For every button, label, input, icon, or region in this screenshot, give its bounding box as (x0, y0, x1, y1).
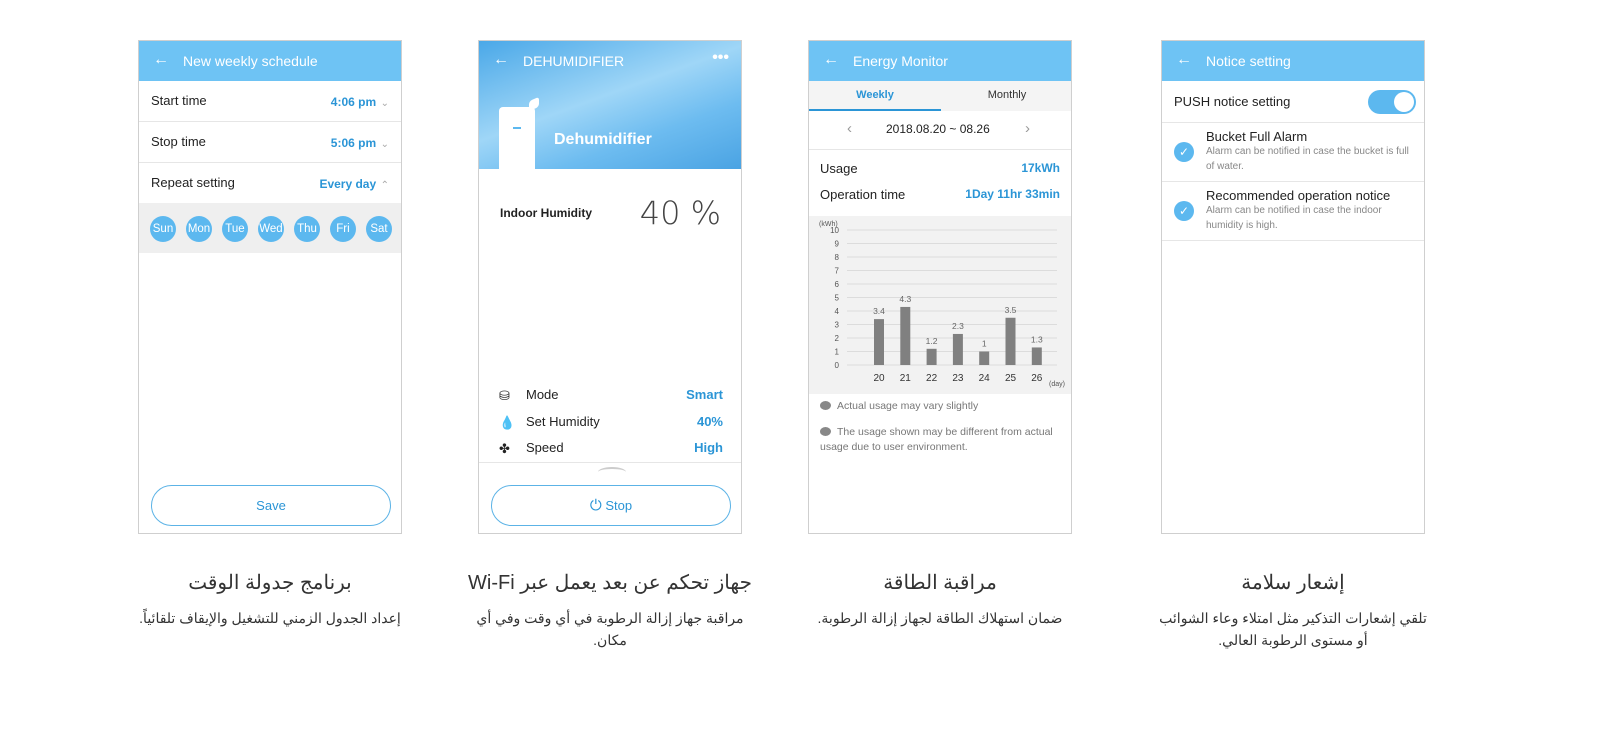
notice-title: Recommended operation notice (1206, 188, 1391, 203)
expand-handle-icon[interactable] (598, 467, 626, 477)
caption-notice (1113, 570, 1473, 651)
divider (479, 462, 741, 463)
caption-desc: تلقي إشعارات التذكير مثل امتلاء وعاء الشوائب أو مستوى الرطوبة العالي. (1159, 610, 1427, 648)
data-label: 1.2 (925, 335, 938, 346)
header (809, 41, 1071, 81)
x-tick-label: 22 (926, 373, 938, 384)
setting-value: 40% (696, 414, 723, 429)
usage-value: 17kWh (1021, 161, 1060, 175)
push-toggle[interactable] (1368, 90, 1416, 114)
y-tick-label: 1 (834, 347, 839, 357)
operation-time-value: 1Day 11hr 33min (965, 187, 1060, 201)
schedule-screen (138, 40, 402, 534)
usage-bar-chart (809, 216, 1071, 394)
note-text: Actual usage may vary slightly (837, 400, 979, 412)
day-tue[interactable]: Tue (222, 216, 248, 242)
header (1162, 41, 1424, 81)
caption-title: برنامج جدولة الوقت (188, 572, 352, 594)
divider (139, 121, 401, 122)
chevron-down-icon: ⌄ (380, 139, 389, 150)
x-tick-label: 26 (1031, 373, 1043, 384)
checkbox-checked-icon[interactable]: ✓ (1174, 142, 1194, 162)
screen-title: Energy Monitor (853, 53, 948, 69)
data-label: 1 (981, 338, 987, 349)
y-tick-label: 2 (834, 334, 839, 343)
bar (1006, 318, 1016, 365)
day-wed[interactable]: Wed (258, 216, 284, 242)
caption-desc: إعداد الجدول الزمني للتشغيل والإيقاف تلقائياً. (139, 610, 401, 626)
day-sat[interactable]: Sat (366, 216, 392, 242)
bar (927, 349, 937, 365)
data-label: 3.4 (873, 306, 885, 317)
x-tick-label: 21 (899, 373, 911, 384)
notice-desc: Alarm can be notified in case the indoor humidity is high. (1206, 205, 1382, 231)
caption-schedule (90, 570, 450, 629)
notice-item (1206, 188, 1416, 233)
divider (139, 162, 401, 163)
day-sun[interactable]: Sun (150, 216, 176, 242)
humidity-value: 40 % (639, 194, 721, 232)
y-axis-label: (kWh) (819, 221, 838, 228)
save-button[interactable]: Save (151, 485, 391, 526)
setting-label: Set Humidity (526, 414, 600, 429)
repeat-select[interactable] (319, 175, 389, 193)
back-arrow-icon[interactable]: ← (153, 51, 169, 68)
stop-time-select[interactable] (331, 134, 389, 152)
chevron-down-icon: ⌄ (380, 98, 389, 109)
chat-bubble-icon (820, 427, 831, 436)
back-arrow-icon[interactable]: ← (1176, 51, 1192, 68)
bar (953, 334, 963, 365)
caption-energy (760, 570, 1120, 629)
day-thu[interactable]: Thu (294, 216, 320, 242)
more-icon[interactable]: ••• (712, 49, 729, 66)
caption-title: إشعار سلامة (1241, 572, 1345, 594)
dehumidifier-device-icon (499, 107, 535, 169)
divider (1162, 122, 1424, 123)
bar (979, 352, 989, 366)
prev-week-button[interactable]: ‹ (847, 120, 852, 137)
screen-title: Notice setting (1206, 53, 1291, 69)
humidity-label: Indoor Humidity (500, 206, 592, 220)
x-tick-label: 23 (952, 373, 964, 384)
stop-label: Stop (605, 498, 633, 513)
device-name: Dehumidifier (554, 131, 652, 148)
setting-value: Smart (686, 387, 723, 402)
start-time-label: Start time (151, 93, 207, 108)
caption-desc: ضمان استهلاك الطاقة لجهاز إزالة الرطوبة. (817, 610, 1063, 626)
stop-button[interactable] (491, 485, 731, 526)
note-2 (820, 425, 1064, 455)
tab-weekly[interactable]: Weekly (809, 81, 941, 111)
setting-label: Mode (526, 387, 559, 402)
bar (1032, 347, 1042, 365)
data-label: 1.3 (1030, 334, 1043, 345)
y-tick-label: 4 (834, 307, 839, 316)
power-icon: ⏻ (589, 497, 602, 514)
x-tick-label: 25 (1004, 373, 1017, 384)
setting-row-speed[interactable] (499, 440, 723, 458)
start-time-value: 4:06 pm (330, 95, 377, 109)
caption-title: جهاز تحكم عن بعد يعمل عبر Wi-Fi (468, 572, 752, 594)
divider (1162, 240, 1424, 241)
screen-title: DEHUMIDIFIER (523, 53, 625, 69)
energy-screen (808, 40, 1072, 534)
fan-icon: ✤ (499, 441, 510, 456)
note-text: The usage shown may be different from actual usage due to user environment. (820, 426, 1053, 453)
y-tick-label: 0 (834, 361, 839, 370)
divider (809, 149, 1071, 150)
setting-value: High (694, 440, 723, 455)
divider (1162, 181, 1424, 182)
data-label: 4.3 (899, 293, 912, 304)
date-range: 2018.08.20 ~ 08.26 (886, 122, 990, 136)
data-label: 2.3 (951, 320, 964, 331)
notice-item (1206, 129, 1416, 174)
caption-desc: مراقبة جهاز إزالة الرطوبة في أي وقت وفي أي مكان. (476, 610, 744, 648)
chat-bubble-icon (820, 401, 831, 410)
day-fri[interactable]: Fri (330, 216, 356, 242)
bar (900, 307, 910, 365)
push-label: PUSH notice setting (1174, 94, 1291, 109)
repeat-value: Every day (319, 177, 377, 191)
y-tick-label: 8 (834, 253, 839, 262)
mode-icon: ⛁ (499, 388, 510, 403)
caption-remote (430, 570, 790, 651)
data-label: 3.5 (1004, 304, 1017, 315)
y-tick-label: 7 (834, 266, 839, 276)
dehumidifier-screen (478, 40, 742, 534)
start-time-select[interactable] (331, 93, 389, 111)
x-tick-label: 20 (873, 373, 885, 384)
tab-monthly[interactable]: Monthly (987, 89, 1027, 101)
chart-background (809, 216, 1071, 394)
chevron-up-icon: ⌃ (380, 180, 389, 191)
bar (874, 319, 884, 365)
setting-row-mode[interactable] (499, 387, 723, 405)
notice-screen (1161, 40, 1425, 534)
back-arrow-icon[interactable]: ← (493, 51, 509, 68)
stop-time-label: Stop time (151, 134, 206, 149)
humidity-drop-icon: 💧 (499, 415, 516, 430)
note-1 (820, 399, 1064, 414)
y-tick-label: 3 (834, 320, 839, 330)
repeat-label: Repeat setting (151, 175, 235, 190)
day-mon[interactable]: Mon (186, 216, 212, 242)
checkbox-checked-icon[interactable]: ✓ (1174, 201, 1194, 221)
x-tick-label: 24 (978, 373, 990, 384)
caption-title: مراقبة الطاقة (883, 572, 997, 594)
x-axis-label: (day) (1049, 381, 1065, 388)
y-tick-label: 5 (834, 293, 839, 303)
next-week-button[interactable]: › (1025, 120, 1030, 137)
header (139, 41, 401, 81)
back-arrow-icon[interactable]: ← (823, 51, 839, 68)
usage-label: Usage (820, 161, 858, 176)
setting-row-humidity[interactable] (499, 414, 723, 432)
screen-title: New weekly schedule (183, 53, 318, 69)
setting-label: Speed (526, 440, 564, 455)
notice-title: Bucket Full Alarm (1206, 129, 1308, 144)
notice-desc: Alarm can be notified in case the bucket is full of water. (1206, 146, 1409, 172)
operation-time-label: Operation time (820, 187, 906, 202)
y-tick-label: 10 (830, 226, 839, 235)
stop-time-value: 5:06 pm (330, 136, 377, 150)
y-tick-label: 6 (834, 280, 839, 289)
y-tick-label: 9 (834, 239, 839, 249)
